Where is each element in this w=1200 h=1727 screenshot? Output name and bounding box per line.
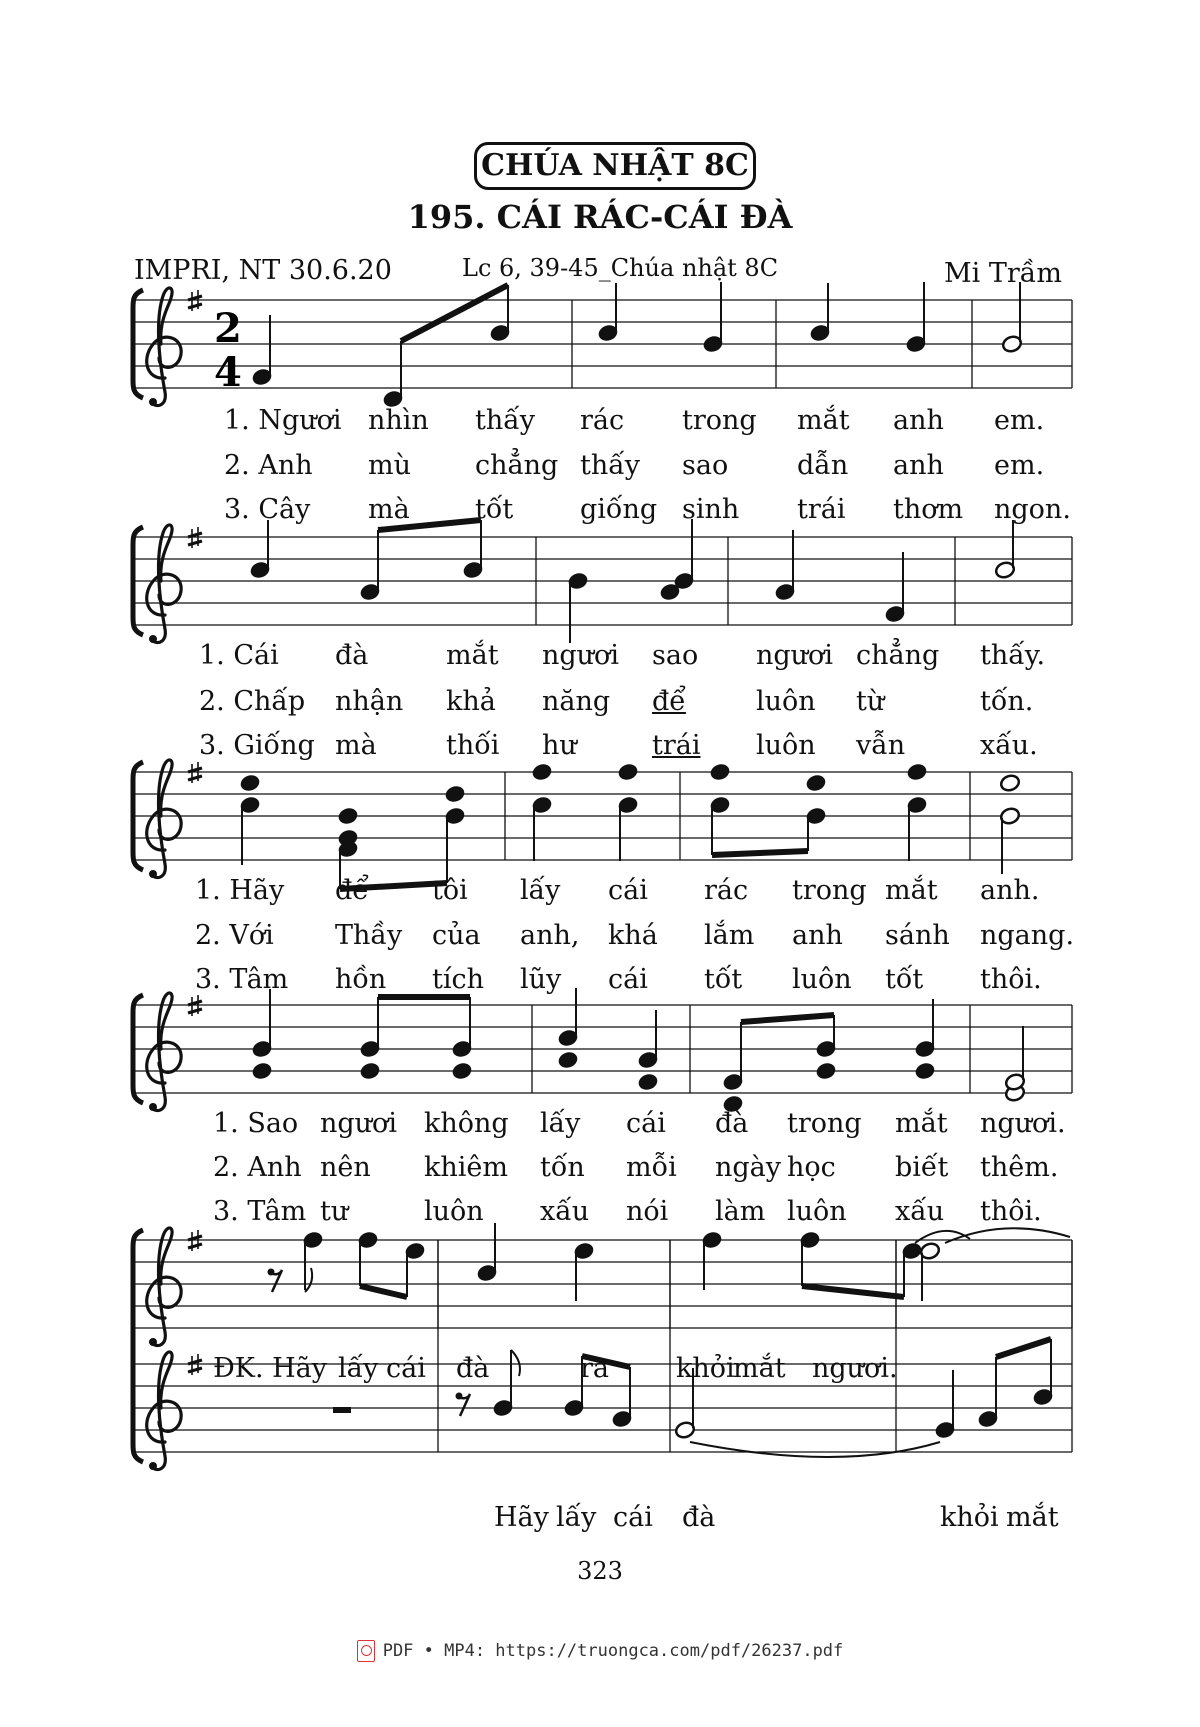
lyric-word: mắt: [1006, 1502, 1059, 1533]
lyric-word: 1. Sao: [213, 1108, 299, 1139]
lyric-word: đà: [456, 1353, 490, 1384]
lyric-word: tư: [320, 1196, 349, 1227]
lyric-word: hồn: [335, 964, 387, 995]
note-head: [557, 1050, 579, 1069]
lyric-word: học: [787, 1152, 836, 1183]
lyric-word: sao: [682, 450, 729, 481]
lyric-word: nhìn: [368, 405, 429, 436]
lyric-word: sinh: [682, 494, 740, 525]
note-head: [251, 1061, 273, 1080]
lyric-word: ngươi.: [980, 1108, 1066, 1139]
lyric-line: [0, 1502, 1200, 1542]
lyric-word: nhận: [335, 686, 404, 717]
lyric-word: tốn.: [980, 686, 1034, 717]
lyric-word: mắt: [733, 1353, 786, 1384]
lyric-line: [0, 920, 1200, 960]
left-note: IMPRI, NT 30.6.20: [134, 255, 392, 286]
lyric-word: Thầy: [335, 920, 403, 951]
lyric-word: luôn: [424, 1196, 484, 1227]
note-head: [239, 773, 261, 792]
lyric-word: mắt: [895, 1108, 948, 1139]
rest-dot: [268, 1269, 275, 1276]
lyric-word: luôn: [756, 686, 816, 717]
lyric-line: [0, 875, 1200, 915]
note-head: [337, 806, 359, 825]
lyric-word: cái: [386, 1353, 426, 1384]
lyric-word: 3. Giống: [199, 730, 315, 761]
lyric-word: vẫn: [856, 730, 906, 761]
lyric-word: chẳng: [856, 640, 940, 671]
lyric-word: mắt: [885, 875, 938, 906]
lyric-word: xấu.: [980, 730, 1038, 761]
lyric-word: thôi.: [980, 1196, 1042, 1227]
note-beam: [741, 1015, 834, 1022]
lyric-word: biết: [895, 1152, 949, 1183]
lyric-word: 3. Tâm: [213, 1196, 307, 1227]
lyric-word: lũy: [520, 964, 562, 995]
time-sig-bottom: 4: [214, 349, 242, 396]
lyric-word: đà: [682, 1502, 716, 1533]
lyric-word: hư: [542, 730, 577, 761]
lyric-word: dẫn: [797, 450, 849, 481]
lyric-word: 1. Cái: [199, 640, 279, 671]
lyric-word: 1. Ngươi: [224, 405, 342, 436]
lyric-word: năng: [542, 686, 611, 717]
lyric-word: ngang.: [980, 920, 1075, 951]
lyric-word: 3. Tâm: [195, 964, 289, 995]
note-head: [805, 773, 827, 792]
lyric-word: luôn: [792, 964, 852, 995]
lyric-word: cái: [626, 1108, 666, 1139]
lyric-word: khả: [446, 686, 496, 717]
note-head: [444, 784, 466, 803]
lyric-word: ngươi: [320, 1108, 397, 1139]
lyric-word: khỏi: [940, 1502, 999, 1533]
lyric-word: lắm: [704, 920, 755, 951]
lyric-word: thấy: [580, 450, 641, 481]
half-rest: [333, 1407, 351, 1413]
lyric-word: thấy.: [980, 640, 1046, 671]
lyric-word: tốt: [704, 964, 743, 995]
footer-text: PDF • MP4: https://truongca.com/pdf/26237.pdf: [382, 1641, 844, 1661]
lyric-word: nói: [626, 1196, 669, 1227]
lyric-word: mà: [368, 494, 410, 525]
lyric-word: ngươi: [756, 640, 833, 671]
time-sig-top: 2: [214, 305, 242, 352]
note-head: [637, 1072, 659, 1091]
note-head: [914, 1061, 936, 1080]
lyric-word: khá: [608, 920, 658, 951]
lyric-word: mù: [368, 450, 411, 481]
lyric-word: ngươi.: [812, 1353, 898, 1384]
lyric-word: anh: [893, 405, 944, 436]
lyric-word: luôn: [756, 730, 816, 761]
lyric-word: 2. Chấp: [199, 686, 306, 717]
lyric-word: tốt: [885, 964, 924, 995]
song-title: 195. CÁI RÁC-CÁI ĐÀ: [407, 198, 793, 236]
lyric-word: sao: [652, 640, 699, 671]
pdf-file-icon: [357, 1640, 375, 1662]
note-beam: [360, 1286, 407, 1297]
lyric-word: để: [335, 875, 369, 906]
lyric-word: tôi: [432, 875, 468, 906]
lyric-word: của: [432, 920, 481, 951]
lyric-line: [0, 494, 1200, 534]
lyric-word: xấu: [895, 1196, 945, 1227]
scripture-reference: Lc 6, 39-45_Chúa nhật 8C: [462, 254, 779, 282]
lyric-word: lấy: [338, 1353, 379, 1384]
lyric-word: thôi.: [980, 964, 1042, 995]
lyric-word: lấy: [540, 1108, 581, 1139]
lyric-word: ra: [580, 1353, 610, 1384]
tie: [690, 1442, 940, 1457]
lyric-word: trong: [682, 405, 757, 436]
lyric-word: đà: [715, 1108, 749, 1139]
lyric-word: đà: [335, 640, 369, 671]
footer-link[interactable]: [0, 1640, 1200, 1662]
lyric-word: 3. Cây: [224, 494, 311, 525]
lyric-word: để: [652, 686, 686, 717]
lyric-word: 2. Anh: [213, 1152, 302, 1183]
lyric-word: thối: [446, 730, 500, 761]
lyric-word: tốt: [475, 494, 514, 525]
lyric-line: [0, 686, 1200, 726]
lyric-word: 2. Anh: [224, 450, 313, 481]
lyric-word: anh,: [520, 920, 580, 951]
lyric-word: lấy: [556, 1502, 597, 1533]
lyric-word: chẳng: [475, 450, 559, 481]
lyric-word: từ: [856, 686, 885, 717]
note-head: [359, 1061, 381, 1080]
lyric-word: trong: [792, 875, 867, 906]
lyric-word: cái: [608, 875, 648, 906]
lyric-word: anh: [792, 920, 843, 951]
lyric-line: [0, 964, 1200, 1004]
lyric-word: tích: [432, 964, 484, 995]
lyric-word: trái: [652, 730, 701, 761]
lyric-word: ngươi: [542, 640, 619, 671]
lyric-line: [0, 640, 1200, 680]
note-head: [815, 1061, 837, 1080]
lyric-word: khiêm: [424, 1152, 508, 1183]
lyric-word: em.: [994, 450, 1045, 481]
lyric-word: xấu: [540, 1196, 590, 1227]
lyric-word: mỗi: [626, 1152, 677, 1183]
lyric-word: trong: [787, 1108, 862, 1139]
occasion-title: CHÚA NHẬT 8C: [474, 142, 756, 190]
lyric-word: cái: [608, 964, 648, 995]
lyric-word: ngon.: [994, 494, 1071, 525]
note-beam: [802, 1286, 904, 1297]
lyric-word: tốn: [540, 1152, 585, 1183]
lyric-word: 1. Hãy: [195, 875, 285, 906]
lyric-word: thêm.: [980, 1152, 1059, 1183]
lyric-word: mắt: [446, 640, 499, 671]
lyric-word: Hãy: [494, 1502, 549, 1533]
lyric-word: khỏi: [676, 1353, 735, 1384]
system-bracket: [133, 1230, 143, 1462]
lyric-word: trái: [797, 494, 846, 525]
lyric-line: [0, 1108, 1200, 1148]
lyric-word: mà: [335, 730, 377, 761]
lyric-line: [0, 1353, 1200, 1393]
lyric-word: luôn: [787, 1196, 847, 1227]
note-head: [999, 773, 1021, 792]
note-beam: [712, 851, 808, 855]
lyric-word: mắt: [797, 405, 850, 436]
lyric-word: thấy: [475, 405, 536, 436]
rest-dot: [456, 1393, 463, 1400]
lyric-word: rác: [580, 405, 625, 436]
lyric-word: ngày: [715, 1152, 782, 1183]
lyric-line: [0, 1152, 1200, 1192]
lyric-word: cái: [613, 1502, 653, 1533]
lyric-word: anh: [893, 450, 944, 481]
lyric-line: [0, 450, 1200, 490]
note-head: [451, 1061, 473, 1080]
lyric-word: không: [424, 1108, 509, 1139]
lyric-word: sánh: [885, 920, 950, 951]
note-flag: [305, 1268, 312, 1292]
lyric-word: 2. Với: [195, 920, 274, 951]
lyric-word: rác: [704, 875, 749, 906]
lyric-word: lấy: [520, 875, 561, 906]
lyric-word: giống: [580, 494, 658, 525]
lyric-word: nên: [320, 1152, 371, 1183]
lyric-word: thơm: [893, 494, 964, 525]
lyric-line: [0, 405, 1200, 445]
composer: Mi Trầm: [944, 258, 1062, 289]
lyric-word: làm: [715, 1196, 766, 1227]
lyric-word: em.: [994, 405, 1045, 436]
lyric-line: [0, 1196, 1200, 1236]
page-number: 323: [577, 1557, 623, 1585]
lyric-word: ĐK. Hãy: [213, 1353, 328, 1384]
lyric-line: [0, 730, 1200, 770]
lyric-word: anh.: [980, 875, 1040, 906]
